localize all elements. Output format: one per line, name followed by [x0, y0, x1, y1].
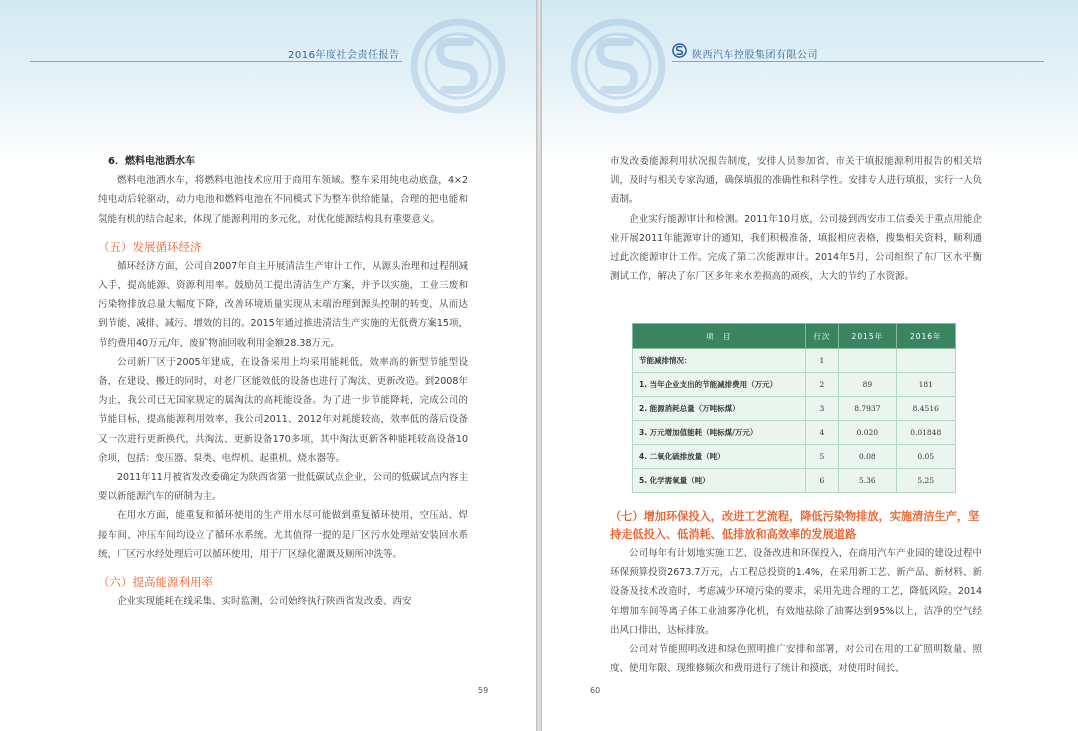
table-cell: 0.05 [896, 445, 956, 469]
paragraph: 企业实行能源审计和检测。2011年10月底，公司接到西安市工信委关于重点用能企业开展2011年能源审计的通知，我们积极准备，填报相应表格，搜集相关资料，顺利通过此次能源审计工作。完成了第二次能源审计。2014年5月，公司组织了东厂区水平衡测试工作，解决了东厂区多年来水差损高的顽疾，大大的节约了水资源。 [610, 213, 982, 283]
header-divider [672, 61, 1044, 62]
left-content [98, 152, 468, 611]
heading-environmental-investment: （七）增加环保投入，改进工艺流程，降低污染物排放，实施清洁生产，坚持走低投入、低消耗、低排放和高效率的发展道路 [610, 510, 980, 541]
table-cell: 0.01848 [896, 421, 956, 445]
left-page [0, 0, 536, 731]
table-cell: 0.08 [839, 445, 896, 469]
table-cell: 5.25 [896, 469, 956, 493]
section6-title: 6．燃料电池洒水车 [108, 156, 195, 167]
table-cell: 3 [805, 397, 839, 421]
table-cell: 5.36 [839, 469, 896, 493]
paragraph: 企业实现能耗在线采集、实时监测，公司始终执行陕西省发改委、西安 [117, 596, 412, 608]
paragraph: 公司对节能照明改进和绿色照明推广安排和部署，对公司在用的工矿照明数量、照度、使用年限、现维修频次和费用进行了统计和摸底，对使用时间长、 [610, 644, 982, 675]
paragraph: 市发改委能源利用状况报告制度，安排人员参加省、市关于填报能源利用报告的相关培训，及时与相关专家沟通，确保填报的准确性和科学性。安排专人进行填报，实行一人负责制。 [610, 156, 982, 206]
table-cell: 1 [805, 349, 839, 373]
table-cell: 1. 当年企业支出的节能减排费用（万元） [633, 373, 806, 397]
heading-energy-efficiency: （六）提高能源利用率 [98, 575, 213, 590]
table-cell: 8.4516 [896, 397, 956, 421]
section6-text: 燃料电池洒水车，将燃料电池技术应用于商用车领域。整车采用纯电动底盘，4×2纯电动后轮驱动，动力电池和燃料电池在不同模式下为整车供给能量，合理的把电能和氢能有机的结合起来，体现了能源利用的多元化，对优化能源结构具有重要意义。 [98, 175, 468, 225]
company-name: 陕西汽车控股集团有限公司 [692, 50, 818, 61]
header-divider [30, 61, 402, 62]
table-cell: 181 [896, 373, 956, 397]
page-number: 59 [478, 686, 489, 695]
table-row [633, 421, 956, 445]
table-cell: 89 [839, 373, 896, 397]
paragraph: 循环经济方面，公司自2007年自主开展清洁生产审计工作，从源头治理和过程削减入手，提高能源、资源利用率。鼓励员工提出清洁生产方案，并予以实施，工业三废和污染物排放总量大幅度下降，改善环境质量实现从末端治理到源头控制的转变，从而达到节能、减排、减污、增效的目的。2015年通过推进清洁生产实施的无低费方案15项，节约费用40万元/年，废矿物油回收利用金额28.38万元。 [98, 260, 468, 349]
table-cell [839, 349, 896, 373]
table-cell: 4. 二氧化硫排放量（吨） [633, 445, 806, 469]
table-cell: 5. 化学需氧量（吨） [633, 469, 806, 493]
table-row [633, 445, 956, 469]
table-header-row [633, 324, 956, 349]
table-header-cell: 项 目 [633, 324, 806, 349]
table-cell: 2. 能源消耗总量（万吨标煤） [633, 397, 806, 421]
table-cell: 3. 万元增加值能耗（吨标煤/万元） [633, 421, 806, 445]
table-header-cell: 2016年 [896, 324, 956, 349]
table-cell: 0.020 [839, 421, 896, 445]
table-row [633, 373, 956, 397]
table-header-cell: 2015年 [839, 324, 896, 349]
paragraph: 2011年11月被省发改委确定为陕西省第一批低碳试点企业，公司的低碳试点内容主要以新能源汽车的研制为主。 [98, 472, 468, 503]
right-content-bottom [610, 496, 982, 678]
shaanxi-auto-logo-icon [570, 18, 666, 114]
heading-circular-economy: （五）发展循环经济 [98, 239, 202, 254]
report-header-title: 2016年度社会责任报告 [288, 50, 400, 61]
table-cell: 2 [805, 373, 839, 397]
company-logo-icon [672, 43, 687, 58]
shaanxi-auto-logo-icon [410, 18, 506, 114]
table-cell [896, 349, 956, 373]
table-cell: 4 [805, 421, 839, 445]
table-row [633, 469, 956, 493]
table-cell: 5 [805, 445, 839, 469]
table-cell: 6 [805, 469, 839, 493]
paragraph: 公司新厂区于2005年建成，在设备采用上均采用能耗低，效率高的新型节能型设备，在建设、搬迁的同时，对老厂区能效低的设备也进行了淘汰、更新改造。到2008年为止，我公司已无国家规定的属淘汰的高耗能设备。为了进一步节能降耗，完成公司的节能目标，提高能源利用效率，我公司2011、2012年对耗能较高，效率低的落后设备又一次进行更新换代，共淘汰、更新设备170多项，其中淘汰更新各种能耗较高设备10余项，包括：变压器、泵类、电焊机、起重机、烧水器等。 [98, 356, 468, 464]
paragraph: 在用水方面，能重复和循环使用的生产用水尽可能做到重复循环使用，空压站、焊接车间、冲压车间均设立了循环水系统。尤其值得一提的是厂区污水处理站安装回水系统，厂区污水经处理后可以循环使用，用于厂区绿化灌溉及厕所冲洗等。 [98, 510, 468, 560]
table-row [633, 349, 956, 373]
energy-saving-table [632, 323, 956, 493]
table-row [633, 397, 956, 421]
paragraph: 公司每年有计划地实施工艺、设备改进和环保投入，在商用汽车产业园的建设过程中环保预算投资2673.7万元，占工程总投资的1.4%，在采用新工艺、新产品、新材料、新设备及技术改造时，考虑减少环境污染的要求，采用先进合理的工艺，降低风险。2014年增加车间等离子体工业油雾净化机，有效地祛除了油雾达到95%以上，洁净的空气经出风口排出，达标排放。 [610, 548, 982, 636]
table-cell: 8.7937 [839, 397, 896, 421]
right-content-top [610, 152, 982, 286]
table-cell: 节能减排情况： [633, 349, 806, 373]
page-number: 60 [590, 686, 601, 695]
table-header-cell: 行次 [805, 324, 839, 349]
right-page [542, 0, 1078, 731]
